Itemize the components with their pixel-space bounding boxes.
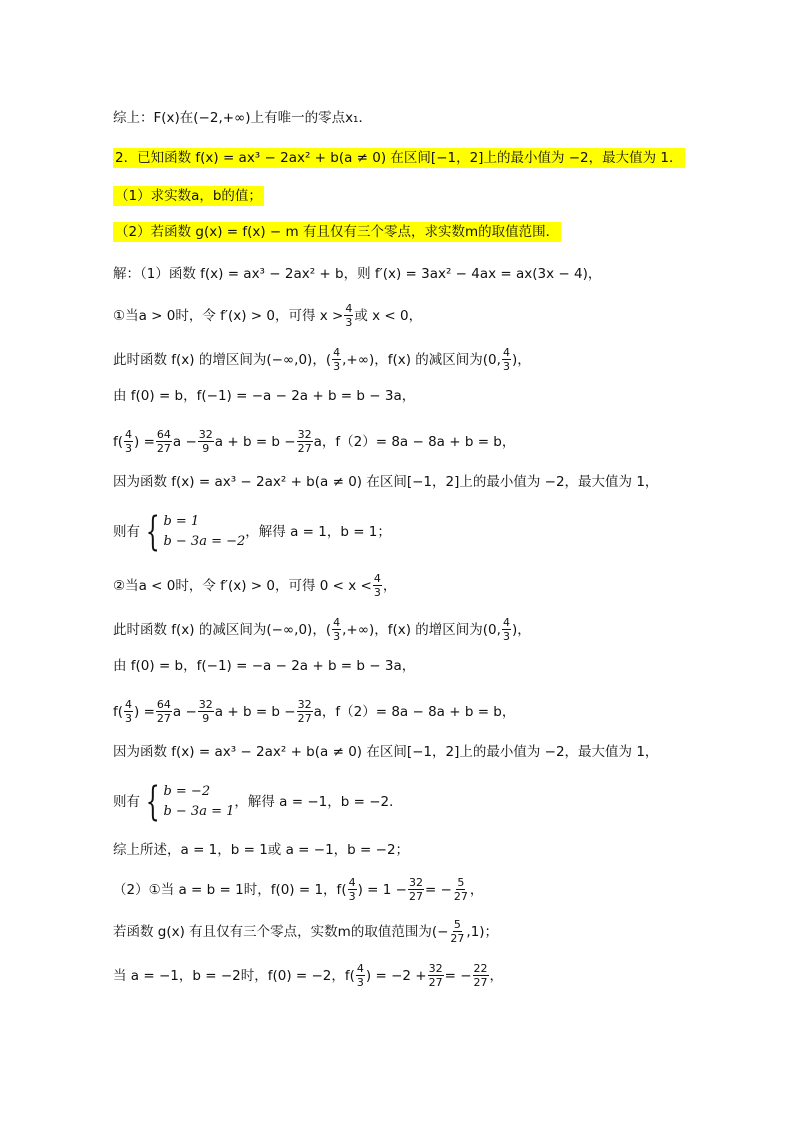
- eq-part: a −: [172, 433, 197, 450]
- fraction-4-3: $\frac{4}{3}$: [125, 698, 133, 725]
- case1-system: [113, 509, 391, 555]
- question-2-part-1-text: （1）求实数a，b的值；: [115, 188, 262, 204]
- case2-condition-text: ②当a < 0时，令 f′(x) > 0，可得 0 < x <: [113, 577, 372, 594]
- eq-part: ) = 1 −: [357, 881, 407, 898]
- case2-intervals-text-3: )，: [511, 621, 531, 638]
- fraction-4-3: $\frac{4}{3}$: [502, 346, 510, 373]
- case2-f-four-thirds: [113, 698, 515, 725]
- eq-part: ，: [489, 967, 504, 984]
- question-2-part-1: [113, 186, 264, 206]
- eq-part: ) = −2 +: [365, 967, 427, 984]
- system-suffix: ，解得 a = −1，b = −2．: [234, 794, 403, 810]
- eq-part: a，f（2）= 8a − 8a + b = b，: [313, 433, 516, 450]
- case2-condition-text-2: ，: [382, 577, 397, 594]
- fraction-32-27: $\frac{32}{27}$: [428, 962, 443, 989]
- system-row-1: b = 1: [163, 514, 200, 529]
- eq-part: = −: [444, 967, 472, 984]
- case1-condition: [113, 302, 422, 329]
- fraction-32-27: $\frac{32}{27}$: [297, 428, 312, 455]
- case2-because: [113, 742, 658, 762]
- fraction-32-9: $\frac{32}{9}$: [198, 698, 213, 725]
- eq-part: ,1)；: [466, 923, 499, 940]
- case2-intervals-text-2: ,+∞)，f(x) 的增区间为(0,: [342, 621, 501, 638]
- question-2-part-2-text: （2）若函数 g(x) = f(x) − m 有且仅有三个零点，求实数m的取值范围．: [115, 224, 560, 240]
- case2-system: [113, 779, 403, 825]
- system-row-1: b = −2: [163, 784, 211, 799]
- case1-condition-text-2: 或 x < 0，: [354, 307, 423, 324]
- case1-because-text: 因为函数 f(x) = ax³ − 2ax² + b(a ≠ 0) 在区间[−1，2]上的最小值为 −2，最大值为 1，: [113, 474, 659, 490]
- fraction-4-3: $\frac{4}{3}$: [348, 876, 356, 903]
- fraction-32-27: $\frac{32}{27}$: [408, 876, 423, 903]
- fraction-4-3: $\frac{4}{3}$: [356, 962, 364, 989]
- fraction-4-3: $\frac{4}{3}$: [125, 428, 133, 455]
- conclusion-line: [113, 108, 372, 128]
- solution-intro: [113, 264, 601, 284]
- part2-case2: [113, 962, 503, 989]
- eq-part: a −: [172, 703, 197, 720]
- system-prefix: 则有: [113, 794, 140, 810]
- fraction-64-27: $\frac{64}{27}$: [156, 428, 171, 455]
- equation-system: [140, 779, 235, 825]
- case2-because-text: 因为函数 f(x) = ax³ − 2ax² + b(a ≠ 0) 在区间[−1，2]上的最小值为 −2，最大值为 1，: [113, 744, 659, 760]
- case1-values: [113, 386, 415, 406]
- case1-because: [113, 472, 658, 492]
- case1-condition-text: ①当a > 0时，令 f′(x) > 0，可得 x >: [113, 307, 344, 324]
- fraction-5-27: $\frac{5}{27}$: [450, 918, 465, 945]
- range-line: [113, 918, 498, 945]
- case1-f-four-thirds: [113, 428, 515, 455]
- eq-part: 若函数 g(x) 有且仅有三个零点，实数m的取值范围为(−: [113, 923, 449, 940]
- eq-part: f(: [113, 433, 124, 450]
- case1-intervals-text: 此时函数 f(x) 的增区间为(−∞,0)，(: [113, 351, 332, 368]
- solution-intro-text: 解：（1）函数 f(x) = ax³ − 2ax² + b，则 f′(x) = 3ax² − 4ax = ax(3x − 4)，: [113, 266, 602, 282]
- case1-intervals-text-2: ,+∞)，f(x) 的减区间为(0,: [342, 351, 501, 368]
- part2-case1: [113, 876, 483, 903]
- case2-condition: [113, 572, 396, 599]
- case2-intervals: [113, 616, 531, 643]
- eq-part: a + b = b −: [214, 703, 296, 720]
- eq-part: a + b = b −: [214, 433, 296, 450]
- fraction-4-3: $\frac{4}{3}$: [345, 302, 353, 329]
- system-row-2: b − 3a = 1: [163, 804, 235, 819]
- fraction-5-27: $\frac{5}{27}$: [453, 876, 468, 903]
- conclusion-text: 综上：F(x)在(−2,+∞)上有唯一的零点x₁．: [113, 110, 372, 126]
- summary-line: [113, 840, 409, 860]
- fraction-4-3: $\frac{4}{3}$: [502, 616, 510, 643]
- summary-text: 综上所述，a = 1，b = 1或 a = −1，b = −2；: [113, 842, 410, 858]
- question-2: [113, 148, 685, 168]
- fraction-32-27: $\frac{32}{27}$: [297, 698, 312, 725]
- eq-part: a，f（2）= 8a − 8a + b = b，: [313, 703, 516, 720]
- case1-intervals: [113, 346, 531, 373]
- question-2-text: 2．已知函数 f(x) = ax³ − 2ax² + b(a ≠ 0) 在区间[−1，2]上的最小值为 −2，最大值为 1．: [115, 150, 683, 166]
- eq-part: f(: [113, 703, 124, 720]
- fraction-32-9: $\frac{32}{9}$: [198, 428, 213, 455]
- fraction-4-3: $\frac{4}{3}$: [333, 346, 341, 373]
- system-suffix: ，解得 a = 1，b = 1；: [245, 524, 391, 540]
- eq-part: （2）①当 a = b = 1时，f(0) = 1，f(: [113, 881, 347, 898]
- case2-values: [113, 656, 415, 676]
- case1-values-text: 由 f(0) = b，f(−1) = −a − 2a + b = b − 3a，: [113, 388, 416, 404]
- eq-part: 当 a = −1，b = −2时，f(0) = −2，f(: [113, 967, 355, 984]
- question-2-part-2: [113, 222, 561, 242]
- case2-values-text: 由 f(0) = b，f(−1) = −a − 2a + b = b − 3a，: [113, 658, 416, 674]
- fraction-22-27: $\frac{22}{27}$: [473, 962, 488, 989]
- case2-intervals-text: 此时函数 f(x) 的减区间为(−∞,0)，(: [113, 621, 332, 638]
- eq-part: ) =: [134, 433, 155, 450]
- eq-part: = −: [424, 881, 452, 898]
- eq-part: ) =: [134, 703, 155, 720]
- fraction-4-3: $\frac{4}{3}$: [373, 572, 381, 599]
- system-prefix: 则有: [113, 524, 140, 540]
- equation-system: [140, 509, 246, 555]
- system-row-2: b − 3a = −2: [163, 534, 246, 549]
- eq-part: ，: [469, 881, 484, 898]
- fraction-64-27: $\frac{64}{27}$: [156, 698, 171, 725]
- brace-icon: {: [145, 509, 160, 555]
- fraction-4-3: $\frac{4}{3}$: [333, 616, 341, 643]
- case1-intervals-text-3: )，: [511, 351, 531, 368]
- brace-icon: {: [145, 779, 160, 825]
